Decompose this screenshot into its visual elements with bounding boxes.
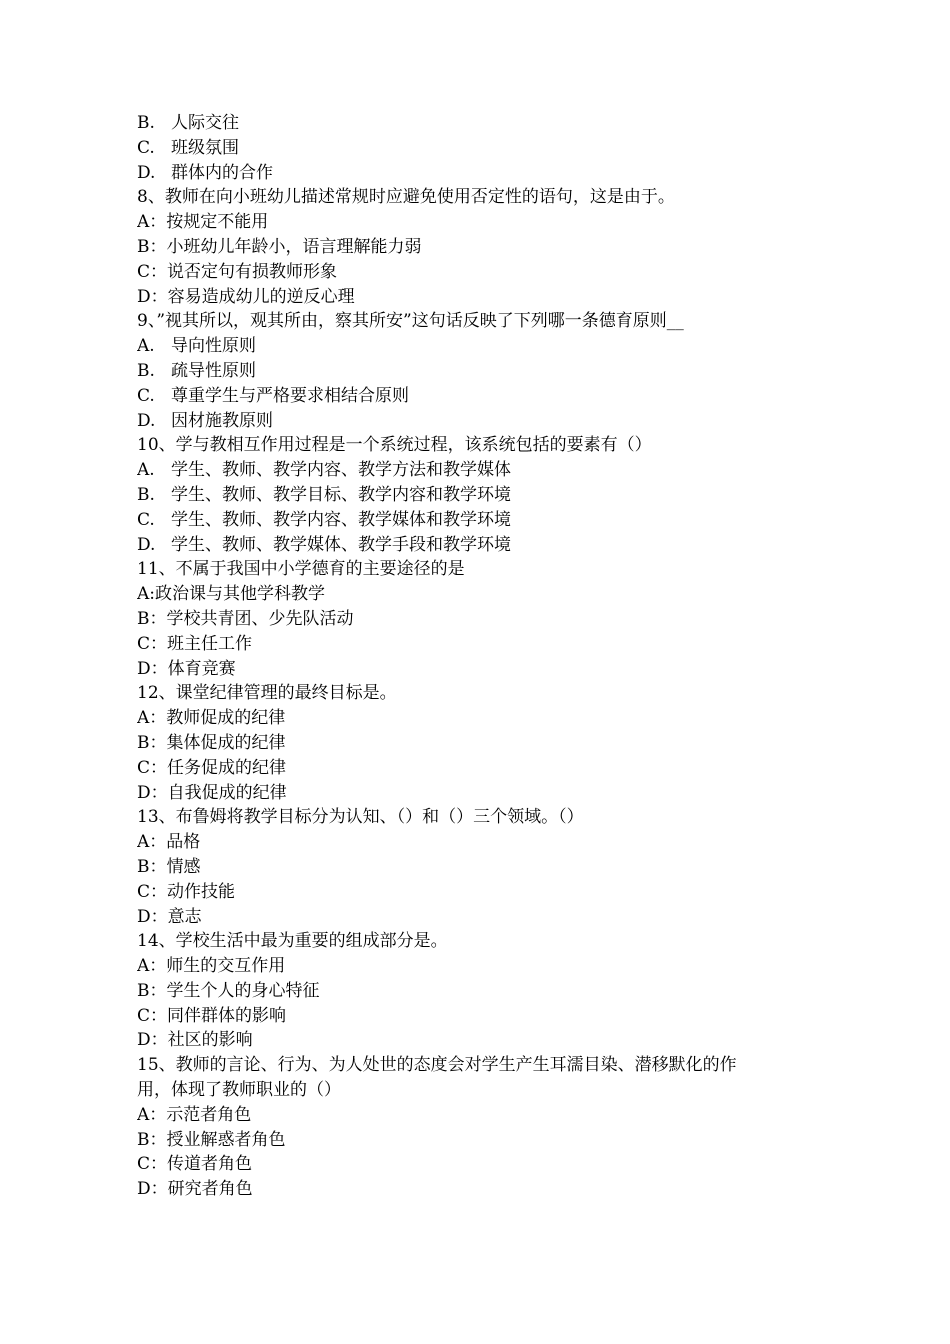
option-text: 意志: [167, 906, 202, 927]
answer-option: [137, 781, 817, 806]
question-text: 15、教师的言论、行为、为人处世的态度会对学生产生耳濡目染、潜移默化的作: [137, 1055, 737, 1076]
question-text: 13、布鲁姆将教学目标分为认知、（）和（）三个领域。（）: [137, 807, 584, 828]
option-text: 集体促成的纪律: [166, 732, 286, 753]
answer-option: [137, 657, 817, 682]
option-text: 社区的影响: [167, 1030, 253, 1051]
answer-option: [137, 136, 817, 161]
answer-option: [137, 607, 817, 632]
option-label: A：: [137, 1104, 167, 1125]
question-text: 9、”视其所以，观其所由，察其所安”这句话反映了下列哪一条德育原则__: [137, 311, 684, 332]
question-text: 11、不属于我国中小学德育的主要途径的是: [137, 559, 465, 580]
answer-option: [137, 582, 817, 607]
option-label: D：: [137, 906, 168, 927]
answer-option: [137, 384, 817, 409]
answer-option: [137, 1028, 817, 1053]
option-label: B：: [137, 236, 167, 257]
answer-option: [137, 632, 817, 657]
answer-option: [137, 285, 817, 310]
option-label: D.: [137, 410, 156, 431]
option-label: B.: [137, 484, 155, 505]
option-text: 班级氛围: [171, 137, 239, 158]
document-page: [137, 111, 817, 1202]
option-text: 自我促成的纪律: [167, 782, 287, 803]
answer-option: [137, 260, 817, 285]
option-label: A.: [137, 336, 155, 357]
option-label: C.: [137, 509, 155, 530]
answer-option: [137, 483, 817, 508]
answer-option: [137, 905, 817, 930]
option-text: 学校共青团、少先队活动: [166, 608, 354, 629]
answer-option: [137, 880, 817, 905]
option-text: 学生、教师、教学目标、教学内容和教学环境: [171, 484, 511, 505]
option-label: A：: [137, 956, 167, 977]
option-text: 班主任工作: [167, 633, 253, 654]
answer-option: [137, 1128, 817, 1153]
option-label: C：: [137, 881, 168, 902]
option-text: 群体内的合作: [171, 162, 273, 183]
option-label: D.: [137, 534, 156, 555]
option-text: 按规定不能用: [166, 212, 269, 233]
option-label: A：: [137, 708, 167, 729]
answer-option: [137, 1152, 817, 1177]
option-text: 传道者角色: [167, 1154, 253, 1175]
answer-option: [137, 235, 817, 260]
option-label: D：: [137, 782, 168, 803]
answer-option: [137, 979, 817, 1004]
option-label: B：: [137, 1129, 167, 1150]
question-text: 8、教师在向小班幼儿描述常规时应避免使用否定性的语句，这是由于。: [137, 187, 675, 208]
option-text: 情感: [166, 856, 201, 877]
option-text: 教师促成的纪律: [166, 708, 286, 729]
option-text: 示范者角色: [166, 1104, 252, 1125]
answer-option: [137, 210, 817, 235]
option-text: 因材施教原则: [171, 410, 273, 431]
option-label: B.: [137, 360, 155, 381]
option-label: C：: [137, 757, 168, 778]
option-label: A：: [137, 212, 167, 233]
answer-option: [137, 1177, 817, 1202]
option-text: 同伴群体的影响: [167, 1005, 287, 1026]
answer-option: [137, 533, 817, 558]
option-label: A:: [137, 584, 156, 605]
option-label: C.: [137, 385, 155, 406]
option-label: C.: [137, 137, 155, 158]
option-text: 学生、教师、教学内容、教学方法和教学媒体: [171, 460, 511, 481]
answer-option: [137, 409, 817, 434]
option-label: A.: [137, 460, 155, 481]
option-label: B：: [137, 732, 167, 753]
option-text: 疏导性原则: [171, 360, 256, 381]
option-text: 体育竞赛: [167, 658, 236, 679]
question-text: 12、课堂纪律管理的最终目标是。: [137, 683, 397, 704]
answer-option: [137, 161, 817, 186]
question-text: 14、学校生活中最为重要的组成部分是。: [137, 931, 448, 952]
option-label: C：: [137, 1005, 168, 1026]
option-text: 品格: [166, 832, 201, 853]
question-text: 10、学与教相互作用过程是一个系统过程，该系统包括的要素有（）: [137, 435, 652, 456]
option-label: C：: [137, 261, 168, 282]
option-label: D：: [137, 286, 168, 307]
answer-option: [137, 830, 817, 855]
option-text: 授业解惑者角色: [166, 1129, 286, 1150]
option-text: 导向性原则: [171, 336, 256, 357]
answer-option: [137, 855, 817, 880]
answer-option: [137, 1103, 817, 1128]
answer-option: [137, 706, 817, 731]
answer-option: [137, 508, 817, 533]
option-label: D.: [137, 162, 156, 183]
option-label: B.: [137, 113, 155, 133]
option-text: 尊重学生与严格要求相结合原则: [171, 385, 409, 406]
answer-option: [137, 731, 817, 756]
option-text: 学生、教师、教学内容、教学媒体和教学环境: [171, 509, 511, 530]
option-text: 说否定句有损教师形象: [167, 261, 338, 282]
answer-option: [137, 1004, 817, 1029]
option-label: D：: [137, 658, 168, 679]
answer-option: [137, 111, 817, 136]
option-text: 学生个人的身心特征: [166, 980, 320, 1001]
answer-option: [137, 954, 817, 979]
question-text: 用，体现了教师职业的（）: [137, 1080, 341, 1101]
option-text: 人际交往: [171, 113, 239, 133]
answer-option: [137, 458, 817, 483]
option-label: D：: [137, 1030, 168, 1051]
answer-option: [137, 756, 817, 781]
option-label: B：: [137, 980, 167, 1001]
option-label: A：: [137, 832, 167, 853]
option-text: 容易造成幼儿的逆反心理: [167, 286, 355, 307]
option-label: B：: [137, 856, 167, 877]
option-text: 任务促成的纪律: [167, 757, 287, 778]
option-label: C：: [137, 1154, 168, 1175]
answer-option: [137, 334, 817, 359]
option-text: 研究者角色: [167, 1179, 253, 1200]
option-text: 师生的交互作用: [166, 956, 286, 977]
option-text: 小班幼儿年龄小，语言理解能力弱: [166, 236, 422, 257]
option-label: B：: [137, 608, 167, 629]
option-text: 动作技能: [167, 881, 236, 902]
option-text: 政治课与其他学科教学: [155, 584, 326, 605]
answer-option: [137, 359, 817, 384]
option-label: D：: [137, 1179, 168, 1200]
option-text: 学生、教师、教学媒体、教学手段和教学环境: [171, 534, 511, 555]
option-label: C：: [137, 633, 168, 654]
